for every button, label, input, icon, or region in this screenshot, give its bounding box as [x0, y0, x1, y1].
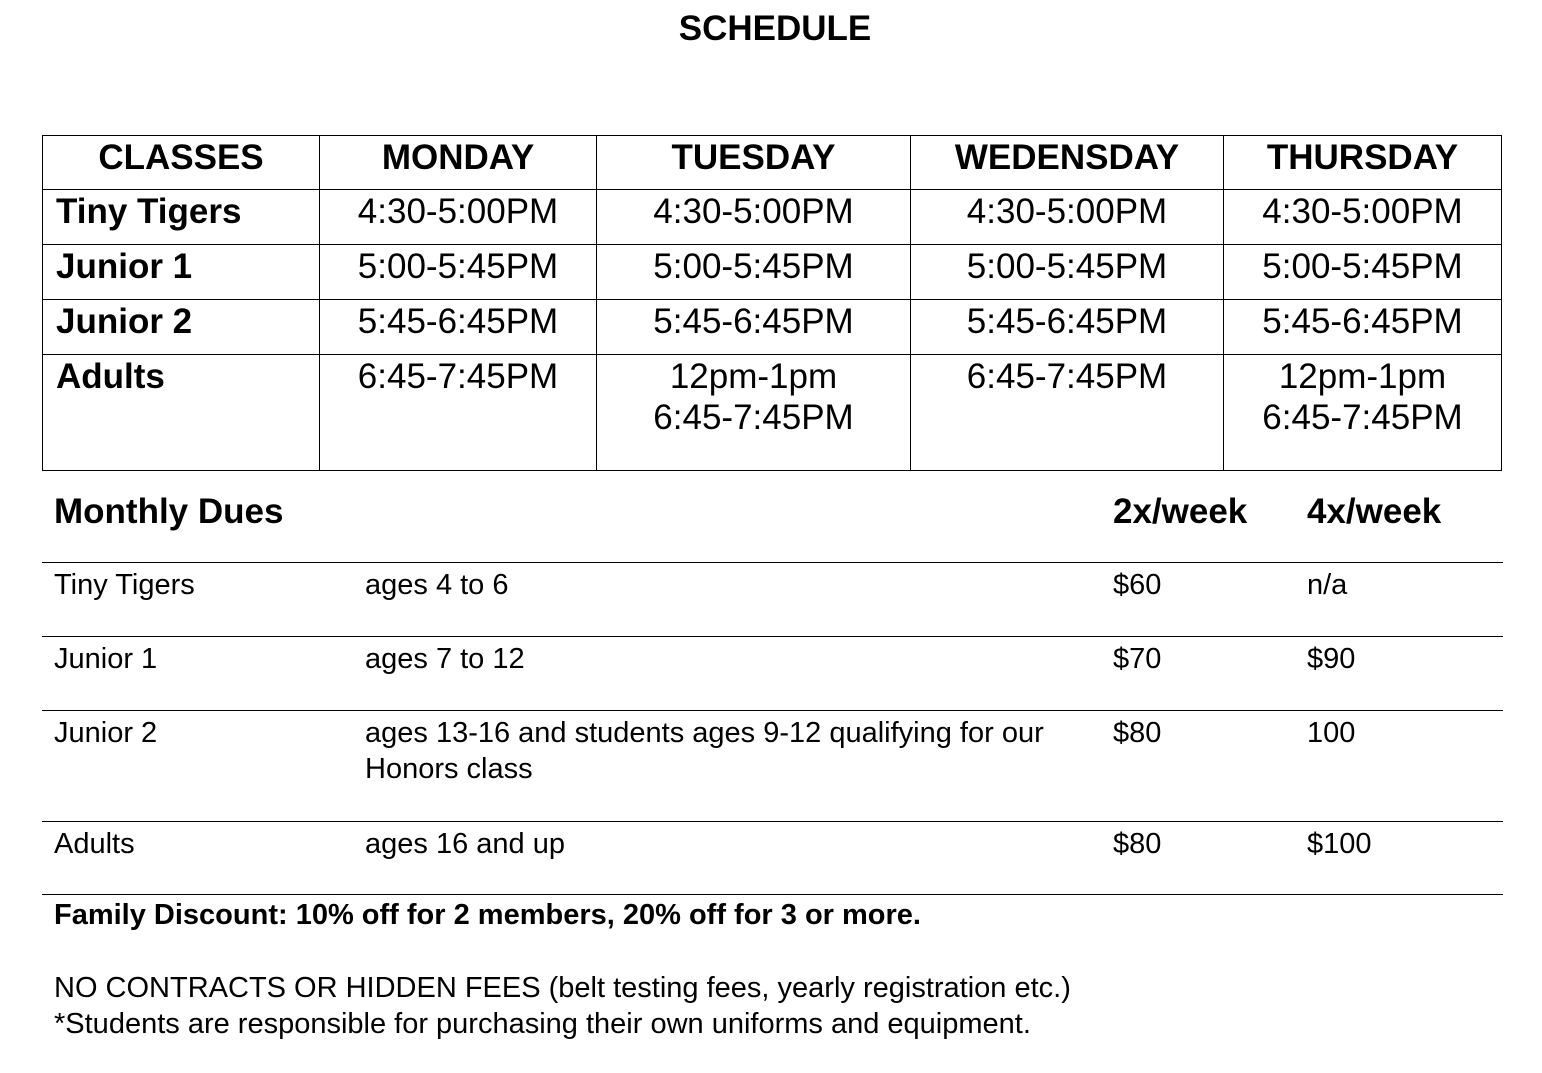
uniforms-note: *Students are responsible for purchasing their own uniforms and equipment.	[54, 1008, 1031, 1040]
dues-price-4x: 100	[1307, 717, 1356, 749]
dues-table	[42, 562, 1503, 894]
monthly-dues-heading: Monthly Dues	[54, 492, 284, 531]
dues-price-4x: n/a	[1307, 569, 1348, 601]
dues-price-2x: $60	[1113, 569, 1162, 601]
time-cell: 5:45-6:45PM	[911, 300, 1224, 355]
time-line: 6:45-7:45PM	[653, 398, 854, 437]
schedule-table	[42, 135, 1502, 471]
time-cell: 4:30-5:00PM	[1224, 190, 1502, 245]
dues-price-2x: $70	[1113, 643, 1162, 675]
dues-ages: ages 16 and up	[365, 828, 565, 860]
time-cell	[1224, 355, 1502, 471]
time-cell: 5:45-6:45PM	[320, 300, 597, 355]
time-cell: 5:00-5:45PM	[1224, 245, 1502, 300]
header-tuesday: TUESDAY	[597, 136, 911, 190]
header-thursday: THURSDAY	[1224, 136, 1502, 190]
dues-class-name: Tiny Tigers	[54, 569, 195, 601]
dues-col-4x-week: 4x/week	[1307, 492, 1442, 531]
dues-price-4x: $100	[1307, 828, 1372, 860]
divider	[42, 894, 1503, 895]
dues-class-name: Adults	[54, 828, 135, 860]
header-classes: CLASSES	[43, 136, 320, 190]
schedule-row-tiny-tigers	[43, 190, 1502, 245]
schedule-row-adults	[43, 355, 1502, 471]
time-cell	[597, 355, 911, 471]
time-line: 12pm-1pm	[1278, 357, 1447, 396]
time-cell: 6:45-7:45PM	[320, 355, 597, 471]
class-name: Adults	[43, 355, 320, 471]
time-cell: 5:45-6:45PM	[1224, 300, 1502, 355]
dues-row-tiny-tigers	[42, 562, 1503, 636]
dues-class-name: Junior 1	[54, 643, 158, 675]
time-cell: 5:00-5:45PM	[597, 245, 911, 300]
time-cell: 5:00-5:45PM	[911, 245, 1224, 300]
dues-row-junior-1	[42, 636, 1503, 710]
class-name: Junior 1	[43, 245, 320, 300]
dues-class-name: Junior 2	[54, 717, 158, 749]
header-monday: MONDAY	[320, 136, 597, 190]
dues-price-2x: $80	[1113, 717, 1162, 749]
class-name: Tiny Tigers	[43, 190, 320, 245]
page-title: SCHEDULE	[678, 9, 872, 48]
dues-row-junior-2	[42, 710, 1503, 821]
dues-col-2x-week: 2x/week	[1113, 492, 1248, 531]
dues-ages: ages 4 to 6	[365, 569, 509, 601]
header-wednesday: WEDENSDAY	[911, 136, 1224, 190]
dues-price-2x: $80	[1113, 828, 1162, 860]
time-cell: 4:30-5:00PM	[320, 190, 597, 245]
dues-ages: ages 13-16 and students ages 9-12 qualifying for our Honors class	[365, 717, 1044, 785]
time-line: 6:45-7:45PM	[1262, 398, 1463, 437]
family-discount: Family Discount: 10% off for 2 members, 20% off for 3 or more.	[54, 899, 921, 931]
time-cell: 5:45-6:45PM	[597, 300, 911, 355]
schedule-row-junior-2	[43, 300, 1502, 355]
dues-row-adults	[42, 821, 1503, 894]
schedule-header-row	[43, 136, 1502, 190]
dues-ages: ages 7 to 12	[365, 643, 525, 675]
dues-price-4x: $90	[1307, 643, 1356, 675]
schedule-row-junior-1	[43, 245, 1502, 300]
time-cell: 4:30-5:00PM	[911, 190, 1224, 245]
time-cell: 4:30-5:00PM	[597, 190, 911, 245]
time-cell: 6:45-7:45PM	[911, 355, 1224, 471]
time-line: 12pm-1pm	[669, 357, 838, 396]
no-contracts-note: NO CONTRACTS OR HIDDEN FEES (belt testing fees, yearly registration etc.)	[54, 972, 1071, 1004]
class-name: Junior 2	[43, 300, 320, 355]
time-cell: 5:00-5:45PM	[320, 245, 597, 300]
